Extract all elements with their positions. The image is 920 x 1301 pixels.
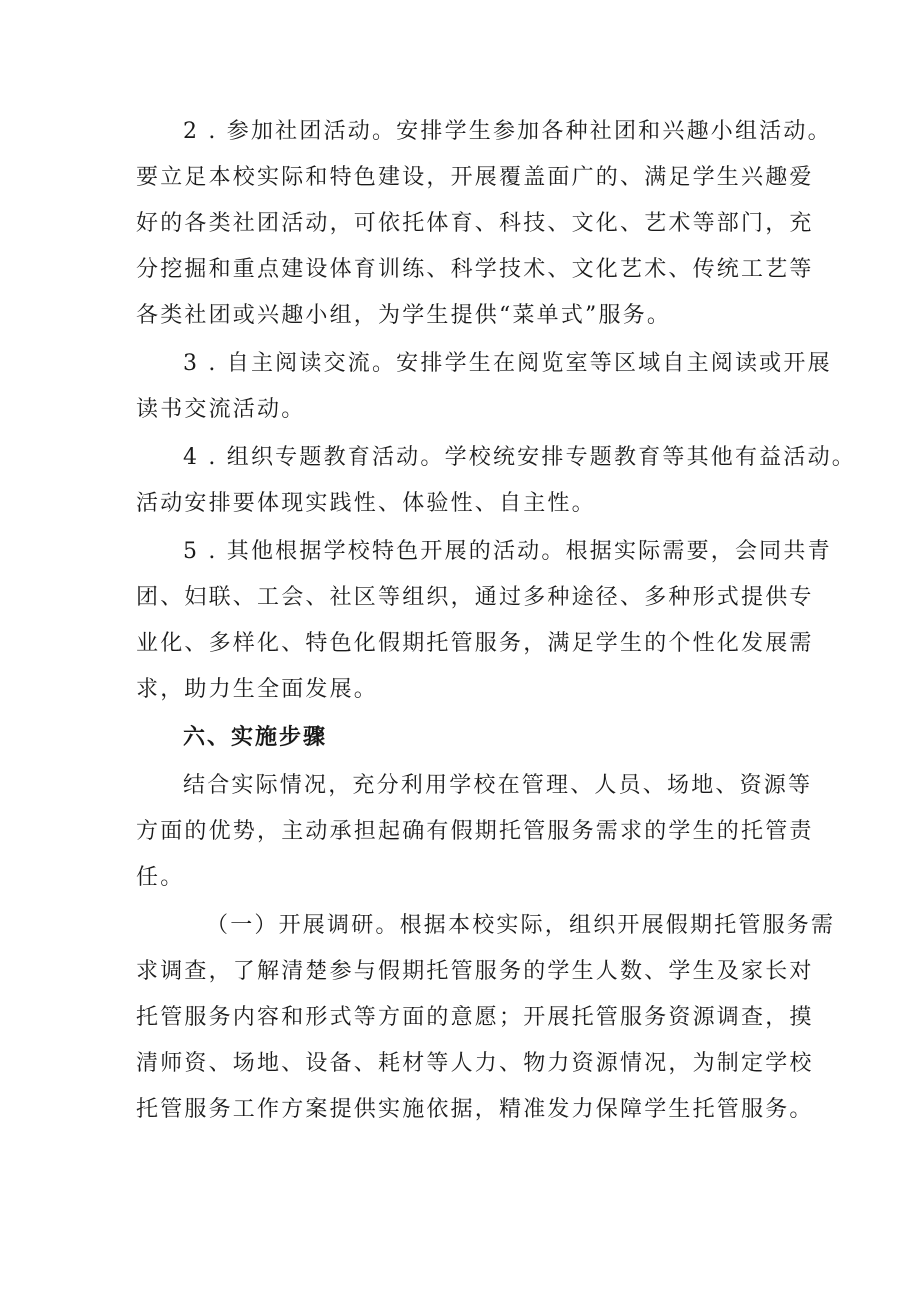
paragraph-1-line-1: 2 . 参加社团活动。安排学生参加各种社团和兴趣小组活动。 bbox=[183, 119, 832, 144]
paragraph-5-line-3: 任。 bbox=[136, 865, 185, 890]
paragraph-2-line-1: 3 . 自主阅读交流。安排学生在阅览室等区域自主阅读或开展 bbox=[183, 351, 832, 376]
paragraph-2-line-2: 读书交流活动。 bbox=[136, 397, 306, 422]
paragraph-6-line-4: 清师资、场地、设备、耗材等人力、物力资源情况，为制定学校 bbox=[136, 1051, 814, 1076]
paragraph-1-line-3: 好的各类社团活动，可依托体育、科技、文化、艺术等部门，充 bbox=[136, 211, 814, 236]
paragraph-6-line-3: 托管服务内容和形式等方面的意愿；开展托管服务资源调查，摸 bbox=[136, 1005, 814, 1030]
paragraph-3-line-1: 4 . 组织专题教育活动。学校统安排专题教育等其他有益活动。 bbox=[183, 445, 856, 470]
paragraph-1-line-2: 要立足本校实际和特色建设，开展覆盖面广的、满足学生兴趣爱 bbox=[136, 165, 814, 190]
section-heading: 六、实施步骤 bbox=[183, 725, 328, 750]
paragraph-1-line-5: 各类社团或兴趣小组，为学生提供“菜单式”服务。 bbox=[136, 303, 672, 328]
paragraph-6-line-5: 托管服务工作方案提供实施依据，精准发力保障学生托管服务。 bbox=[136, 1097, 814, 1122]
paragraph-3-line-2: 活动安排要体现实践性、体验性、自主性。 bbox=[136, 491, 596, 516]
paragraph-6-line-1: （一）开展调研。根据本校实际，组织开展假期托管服务需 bbox=[206, 913, 836, 938]
paragraph-4-line-4: 求，助力生全面发展。 bbox=[136, 677, 379, 702]
paragraph-5-line-1: 结合实际情况，充分利用学校在管理、人员、场地、资源等 bbox=[183, 773, 813, 798]
paragraph-5-line-2: 方面的优势，主动承担起确有假期托管服务需求的学生的托管责 bbox=[136, 819, 814, 844]
paragraph-4-line-1: 5 . 其他根据学校特色开展的活动。根据实际需要，会同共青 bbox=[183, 539, 832, 564]
paragraph-1-line-4: 分挖掘和重点建设体育训练、科学技术、文化艺术、传统工艺等 bbox=[136, 257, 814, 282]
paragraph-6-line-2: 求调查，了解清楚参与假期托管服务的学生人数、学生及家长对 bbox=[136, 959, 814, 984]
paragraph-4-line-3: 业化、多样化、特色化假期托管服务，满足学生的个性化发展需 bbox=[136, 631, 814, 656]
paragraph-4-line-2: 团、妇联、工会、社区等组织，通过多种途径、多种形式提供专 bbox=[136, 585, 814, 610]
